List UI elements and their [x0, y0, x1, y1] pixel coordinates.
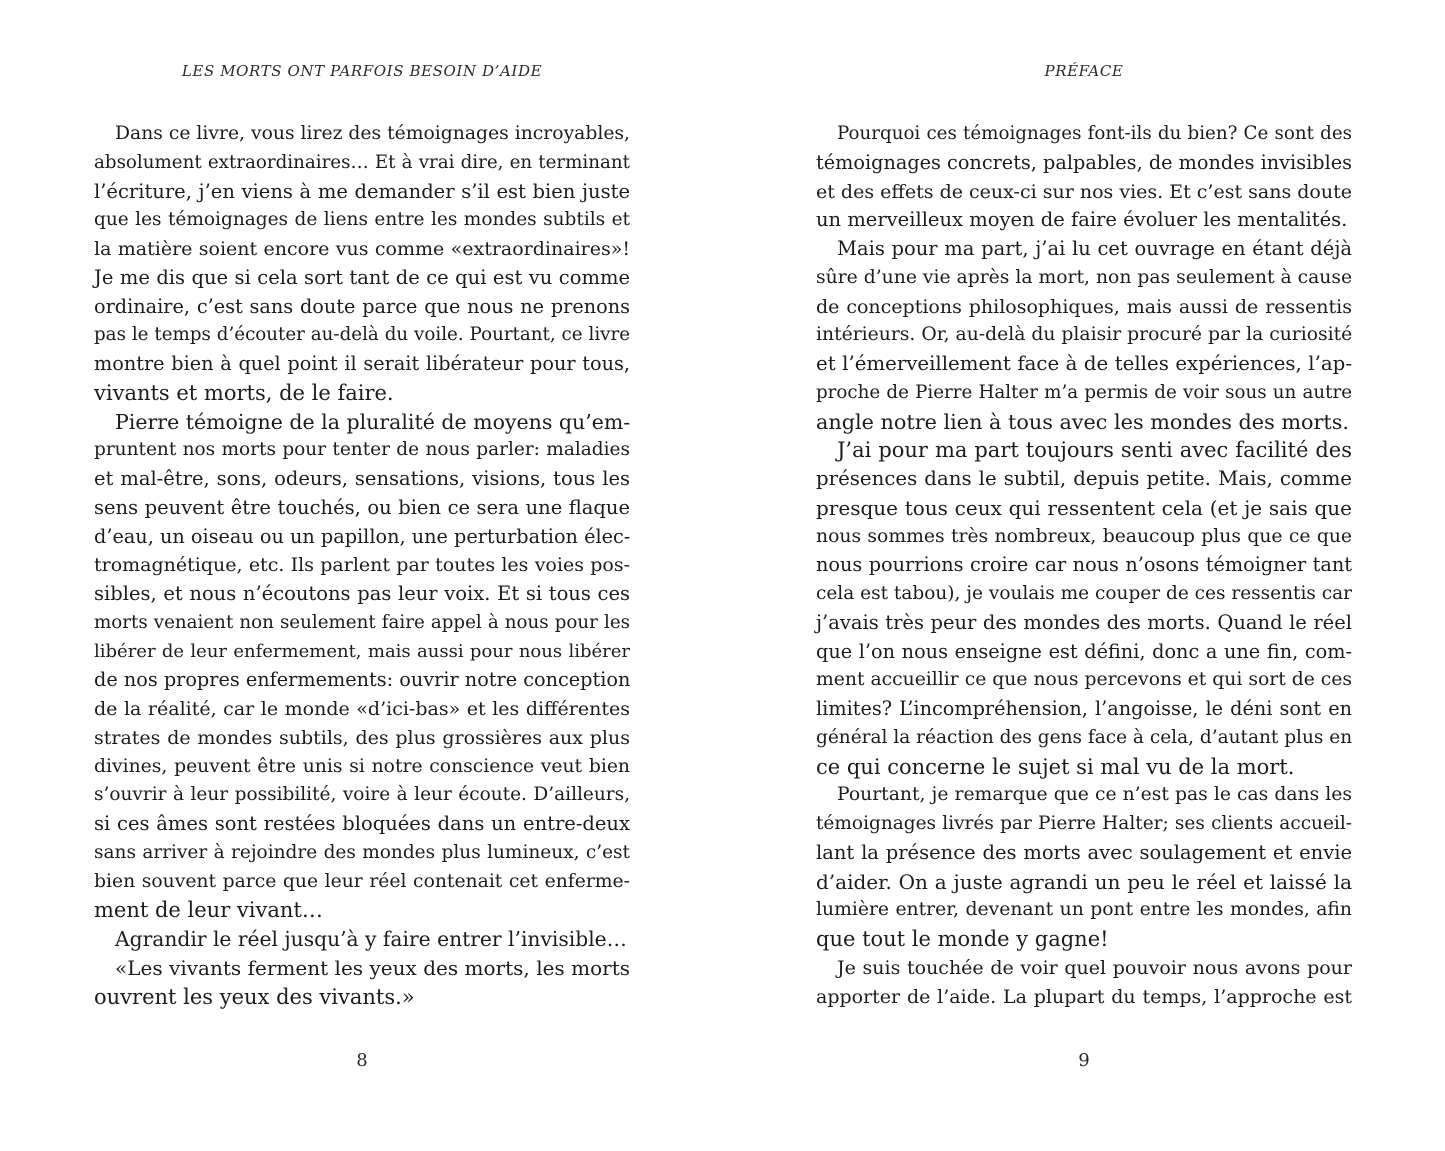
text-line: absolument extraordinaires… Et à vrai dire, en terminant [94, 151, 630, 173]
text-line: s’ouvrir à leur possibilité, voire à leur écoute. D’ailleurs, [94, 784, 630, 806]
text-line: Je suis touchée de voir quel pouvoir nous avons pour [837, 956, 1352, 979]
text-line: sibles, et nous n’écoutons pas leur voix. Et si tous ces [94, 582, 630, 605]
text-line: que tout le monde y gagne! [816, 927, 1109, 951]
text-line: apporter de l’aide. La plupart du temps, l’approche est [816, 985, 1352, 1008]
text-line: nous pourrions croire car nous n’osons témoigner tant [816, 553, 1352, 577]
text-line: et l’émerveillement face à de telles expériences, l’ap- [816, 352, 1352, 375]
text-line: que les témoignages de liens entre les mondes subtils et [94, 209, 630, 231]
text-line: pas le temps d’écouter au-delà du voile. Pourtant, ce livre [94, 324, 630, 346]
running-head: LES MORTS ONT PARFOIS BESOIN D’AIDE [181, 62, 543, 80]
text-line: lumière entrer, devenant un pont entre les mondes, afin [816, 899, 1352, 921]
text-line: un merveilleux moyen de faire évoluer les mentalités. [816, 208, 1348, 232]
text-line: divines, peuvent être unis si notre conscience veut bien [94, 755, 630, 777]
text-line: j’avais très peur des mondes des morts. Quand le réel [816, 610, 1352, 634]
text-line: limites? L’incompréhension, l’angoisse, le déni sont en [816, 697, 1352, 720]
text-line: morts venaient non seulement faire appel à nous pour les [94, 611, 630, 633]
text-line: sans arriver à rejoindre des mondes plus lumineux, c’est [94, 841, 630, 863]
text-line: et des effets de ceux-ci sur nos vies. Et c’est sans doute [816, 180, 1352, 203]
text-line: strates de mondes subtils, des plus grossières aux plus [94, 726, 630, 749]
text-line: bien souvent parce que leur réel contenait cet enferme- [94, 870, 630, 892]
text-line: et mal-être, sons, odeurs, sensations, visions, tous les [94, 467, 630, 490]
text-line: sens peuvent être touchés, ou bien ce sera une flaque [94, 495, 630, 519]
text-line: témoignages concrets, palpables, de mondes invisibles [816, 150, 1352, 174]
text-line: général la réaction des gens face à cela, d’autant plus en [816, 726, 1353, 748]
text-line: montre bien à quel point il serait libérateur pour tous, [94, 352, 630, 375]
text-line: Pourquoi ces témoignages font-ils du bien? Ce sont des [837, 123, 1352, 144]
text-line: Pourtant, je remarque que ce n’est pas le cas dans les [837, 784, 1352, 806]
text-line: proche de Pierre Halter m’a permis de voir sous un autre [816, 381, 1352, 403]
text-line: sûre d’une vie après la mort, non pas seulement à cause [816, 266, 1353, 288]
text-line: nous sommes très nombreux, beaucoup plus que ce que [816, 525, 1352, 547]
text-line: de conceptions philosophiques, mais aussi de ressentis [816, 295, 1352, 318]
text-line: ment de leur vivant… [94, 898, 323, 923]
text-line: lant la présence des morts avec soulagement et envie [816, 840, 1352, 864]
text-line: intérieurs. Or, au-delà du plaisir procuré par la curiosité [816, 324, 1353, 346]
text-line: Je me dis que si cela sort tant de ce qui est vu comme [94, 265, 630, 289]
text-line: ment accueillir ce que nous percevons et qui sort de ces [816, 669, 1352, 691]
text-line: libérer de leur enfermement, mais aussi pour nous libérer [94, 640, 630, 662]
text-line: si ces âmes sont restées bloquées dans un entre-deux [94, 812, 630, 835]
left-page [94, 0, 630, 1151]
text-line: Mais pour ma part, j’ai lu cet ouvrage en étant déjà [837, 237, 1352, 260]
page-number: 8 [356, 1050, 368, 1071]
text-line: ordinaire, c’est sans doute parce que nous ne prenons [94, 294, 630, 318]
text-line: de nos propres enfermements: ouvrir notre conception [94, 668, 631, 692]
text-line: J’ai pour ma part toujours senti avec facilité des [837, 438, 1352, 463]
text-line: tromagnétique, etc. Ils parlent par toutes les voies pos- [94, 554, 630, 577]
running-head: PRÉFACE [1044, 62, 1124, 80]
text-line: angle notre lien à tous avec les mondes des morts. [816, 409, 1350, 434]
text-line: la matière soient encore vus comme «extraordinaires»! [94, 238, 630, 260]
text-line: ce qui concerne le sujet si mal vu de la mort. [816, 754, 1295, 779]
text-line: «Les vivants ferment les yeux des morts, les morts [115, 955, 630, 980]
text-line: vivants et morts, de le faire. [94, 380, 394, 405]
body-text [94, 120, 630, 1011]
text-line: cela est tabou), je voulais me couper de ces ressentis car [816, 583, 1352, 604]
text-line: Pierre témoigne de la pluralité de moyens qu’em- [115, 409, 631, 434]
body-text [816, 120, 1352, 1011]
text-line: pruntent nos morts pour tenter de nous parler: maladies [94, 439, 630, 461]
text-line: de la réalité, car le monde «d’ici-bas» et les différentes [94, 698, 630, 720]
text-line: témoignages livrés par Pierre Halter; ses clients accueil- [816, 813, 1352, 834]
text-line: d’aider. On a juste agrandi un peu le réel et laissé la [816, 869, 1352, 894]
text-line: d’eau, un oiseau ou un papillon, une perturbation élec- [94, 524, 631, 548]
text-line: présences dans le subtil, depuis petite. Mais, comme [816, 467, 1352, 490]
text-line: presque tous ceux qui ressentent cela (et je sais que [816, 495, 1352, 520]
text-line: que l’on nous enseigne est défini, donc a une fin, com- [816, 639, 1352, 663]
text-line: Agrandir le réel jusqu’à y faire entrer l’invisible… [115, 927, 627, 951]
text-line: l’écriture, j’en viens à me demander s’il est bien juste [94, 179, 630, 203]
text-line: ouvrent les yeux des vivants.» [94, 984, 415, 1009]
text-line: Dans ce livre, vous lirez des témoignages incroyables, [115, 123, 631, 144]
right-page [816, 0, 1352, 1151]
page-number: 9 [1078, 1050, 1090, 1071]
